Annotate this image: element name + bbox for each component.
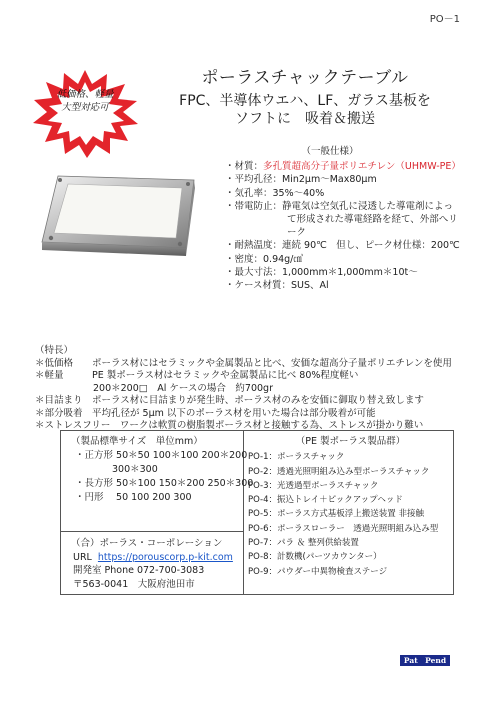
info-table	[60, 430, 454, 595]
features-section	[35, 345, 475, 433]
spec-antistatic-cont: て形成された導電経路を経て、外部へリ	[287, 214, 458, 226]
feature-line: 200＊200□ Al ケースの場合 約700gr	[93, 382, 273, 394]
company-url-link[interactable]: https://porouscorp.p-kit.com	[97, 551, 233, 563]
standard-sizes	[67, 435, 254, 505]
product-item: PO-5：ポーラス方式基板浮上搬送装置 非接触	[248, 509, 424, 520]
spec-heading: （一般仕様）	[301, 146, 359, 157]
company-name: （合）ポーラス・コーポレーション	[71, 538, 223, 549]
product-item: PO-8：計数機(パーツカウンター）	[248, 552, 382, 563]
spec-max-size: ・最大寸法：1,000mm＊1,000mm＊10t～	[225, 266, 418, 278]
screw-icon	[186, 182, 190, 186]
table-divider	[61, 531, 243, 532]
spec-pore-size: ・平均孔径：Min2μm～Max80μm	[225, 174, 377, 186]
product-item: PO-4：振込トレイ＋ピックアップヘッド	[248, 495, 403, 506]
spec-density: ・密度：0.94g/㎤	[225, 253, 303, 265]
size-square-cont: 300＊300	[112, 464, 158, 475]
company-info	[67, 537, 242, 591]
feature-line: ＊軽量 PE 製ポーラス材はセラミックや金属製品に比べ 80%程度軽い	[35, 370, 359, 381]
size-circle: ・円形 50 100 200 300	[75, 492, 192, 503]
feature-line: ＊部分吸着 平均孔径が 5μm 以下のポーラス材を用いた場合は部分吸着が可能	[35, 407, 376, 419]
patent-pending-stamp: Pat Pend	[400, 655, 450, 666]
sizes-heading: （製品標準サイズ 単位mm）	[71, 436, 203, 447]
product-item: PO-6：ポーラスローラー 透過光照明組み込み型	[248, 523, 439, 534]
product-item: PO-3：光透過型ポーラスチャック	[248, 480, 379, 491]
company-phone: 開発室 Phone 072-700-3083	[73, 565, 205, 576]
spec-porosity: ・気孔率：35%～40%	[225, 187, 325, 199]
badge-line-1: 低価格、軽量	[56, 89, 114, 100]
price-badge	[30, 68, 140, 158]
screw-icon	[178, 242, 182, 246]
document-code: PO－1	[429, 14, 460, 25]
feature-line: ＊目詰まり ポーラス材に目詰まりが発生時、ポーラス材のみを安価に御取り替え致します	[35, 395, 424, 406]
size-square: ・正方形 50＊50 100＊100 200＊200	[75, 450, 248, 461]
product-item: PO-2：透過光照明組み込み型ポーラスチャック	[248, 466, 430, 477]
badge-text	[30, 88, 140, 114]
product-item: PO-9：パウダー中異物検査ステージ	[248, 566, 388, 577]
spec-material	[225, 160, 475, 173]
spec-heat-resistance: ・耐熱温度：連続 90℃ 但し、ピーク材仕様：200℃	[225, 240, 460, 252]
spec-case-material: ・ケース材質：SUS、Al	[225, 280, 329, 292]
badge-line-2: 大型対応可	[61, 102, 109, 113]
page-title: ポーラスチャックテーブル	[201, 68, 409, 88]
feature-line: ＊低価格 ポーラス材にはセラミックや金属製品と比べ、安価な超高分子量ポリエチレンを使用	[35, 357, 452, 369]
feature-line: ＊ストレスフリー ワークは軟質の樹脂製ポーラス材と接触する為、ストレスが掛かり難い	[35, 420, 424, 431]
subtitle-line-2: ソフトに 吸着＆搬送	[235, 111, 375, 127]
product-item: PO-1：ポーラスチャック	[248, 452, 345, 463]
spec-antistatic: ・帯電防止：静電気は空気孔に浸透した導電剤によっ	[225, 200, 454, 212]
screw-icon	[49, 236, 53, 240]
page-subtitle	[140, 92, 470, 128]
company-address: 〒563-0041 大阪府池田市	[73, 578, 195, 590]
product-item: PO-7：パラ ＆ 整列供給装置	[248, 538, 359, 549]
product-lineup	[248, 435, 453, 579]
general-specs	[225, 145, 475, 292]
spec-material-value: 多孔質超高分子量ポリエチレン（UHMW-PE）	[263, 161, 461, 173]
features-heading: （特長）	[35, 345, 74, 356]
products-heading: （PE 製ポーラス製品群）	[295, 436, 406, 447]
size-rect: ・長方形 50＊100 150＊200 250＊300	[75, 478, 254, 489]
subtitle-line-1: FPC、半導体ウエハ、LF、ガラス基板を	[179, 93, 431, 109]
company-url-row	[67, 551, 242, 565]
spec-antistatic-cont-2: ーク	[287, 227, 307, 239]
product-photo	[38, 168, 198, 264]
spec-material-label: ・材質：	[225, 161, 264, 173]
screw-icon	[58, 178, 62, 182]
url-label: URL	[73, 551, 92, 563]
